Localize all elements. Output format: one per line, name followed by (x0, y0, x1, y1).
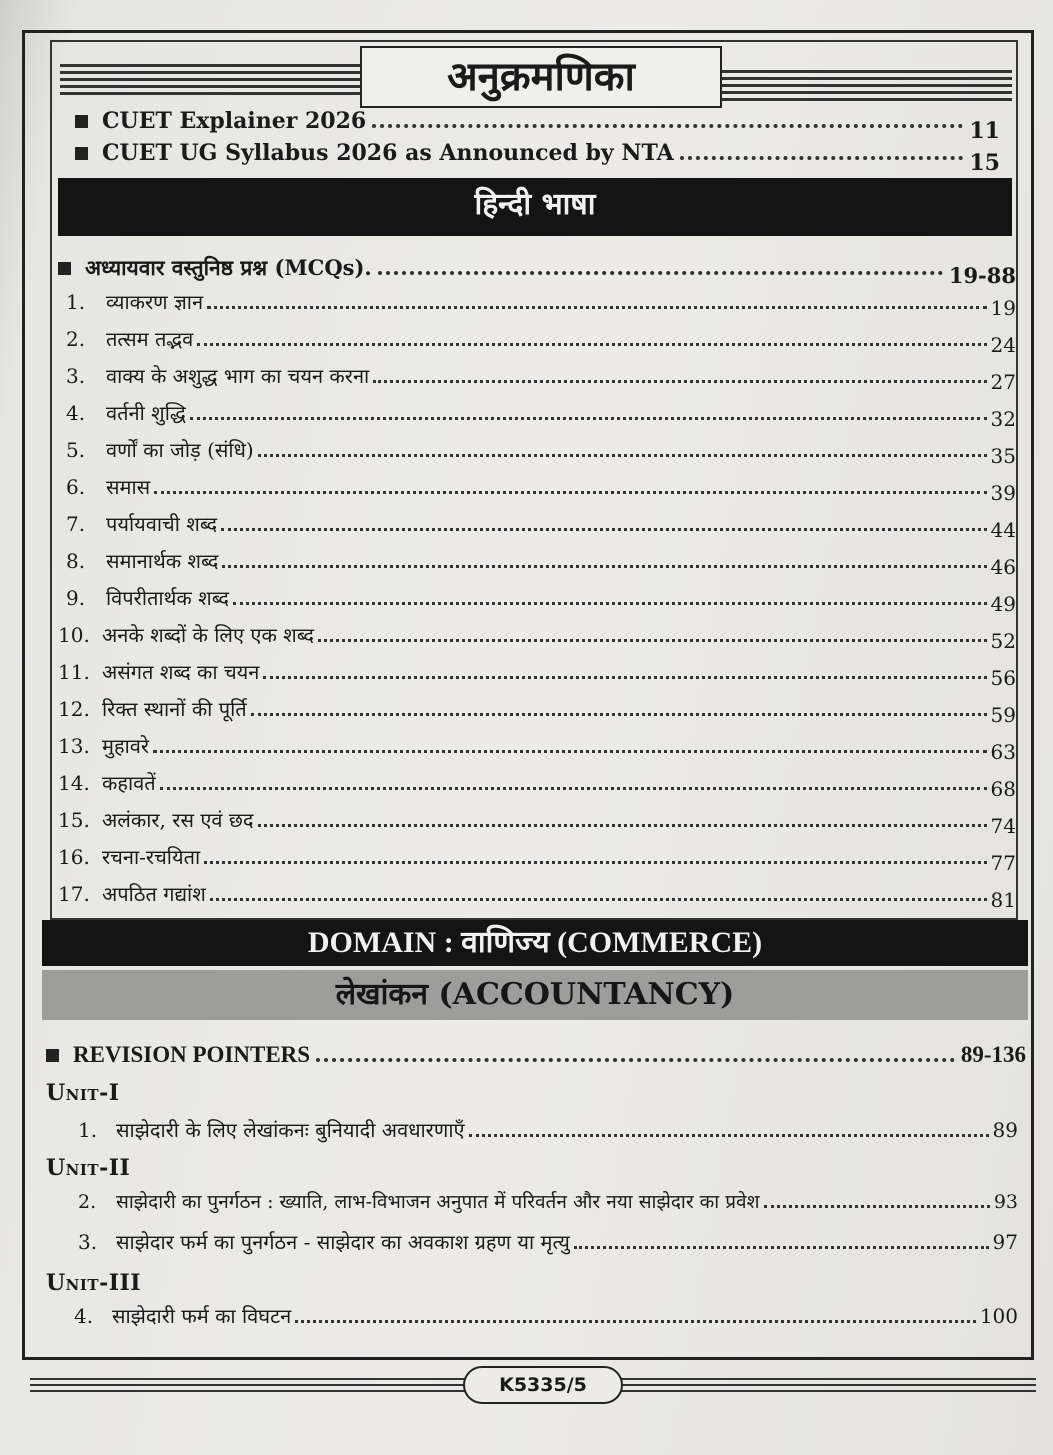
entry-page: 52 (990, 629, 1016, 653)
entry-title: अपठित गद्यांश (102, 882, 206, 906)
entry-title: साझेदारी के लिए लेखांकनः बुनियादी अवधारणाएँ (116, 1118, 465, 1142)
leader-dots (263, 666, 986, 679)
leader-dots (372, 110, 963, 128)
entry-page: 97 (992, 1230, 1018, 1254)
entry-number: 3. (66, 364, 86, 388)
entry-number: 6. (66, 475, 86, 499)
page-title: अनुक्रमणिका (360, 46, 722, 108)
entry-title: विपरीतार्थक शब्द (106, 586, 229, 610)
hindi-toc-entry[interactable] (66, 473, 1016, 505)
domain-heading: DOMAIN : वाणिज्य (COMMERCE) (42, 920, 1028, 966)
bullet-square-icon (75, 147, 88, 160)
entry-page: 68 (990, 777, 1016, 801)
entry-number: 2. (78, 1191, 97, 1213)
mcq-pages: 19-88 (948, 263, 1016, 288)
leader-dots (258, 444, 987, 457)
leader-dots (680, 142, 964, 160)
entry-page: 63 (990, 740, 1016, 764)
leader-dots (295, 1310, 976, 1323)
hindi-toc-entry[interactable] (58, 806, 1016, 838)
hindi-toc-entry[interactable] (58, 658, 1016, 690)
entry-page: 32 (990, 407, 1016, 431)
entry-page: 89 (992, 1118, 1018, 1142)
entry-title: अलंकार, रस एवं छद (102, 808, 254, 832)
unit-heading-3: Unit-III (46, 1270, 142, 1296)
leader-dots (197, 333, 986, 346)
leader-dots (251, 703, 987, 716)
hindi-toc-entry[interactable] (58, 621, 1016, 653)
hindi-toc-entry[interactable] (66, 362, 1016, 394)
entry-page: 56 (990, 666, 1016, 690)
entry-page: 24 (990, 333, 1016, 357)
hindi-toc-entry[interactable] (66, 547, 1016, 579)
entry-title: अनके शब्दों के लिए एक शब्द (102, 623, 315, 647)
entry-number: 15. (58, 808, 90, 832)
entry-title: वर्तनी शुद्धि (106, 401, 186, 425)
entry-number: 4. (66, 401, 86, 425)
bullet-square-icon (58, 262, 71, 275)
toc-entry-cuet-syllabus[interactable] (75, 140, 1000, 176)
hindi-toc-entry[interactable] (66, 584, 1016, 616)
entry-page: 74 (990, 814, 1016, 838)
entry-title: मुहावरे (102, 734, 150, 758)
leader-dots (764, 1195, 990, 1208)
bullet-square-icon (75, 115, 88, 128)
hindi-toc-entry[interactable] (58, 769, 1016, 801)
entry-title: समानार्थक शब्द (106, 549, 219, 573)
entry-number: 5. (66, 438, 86, 462)
entry-page: 49 (990, 592, 1016, 616)
entry-number: 16. (58, 845, 90, 869)
entry-page: 39 (990, 481, 1016, 505)
hindi-toc-entry[interactable] (66, 288, 1016, 320)
hindi-toc-entry[interactable] (58, 843, 1016, 875)
entry-number: 1. (78, 1118, 98, 1142)
entry-number: 1. (66, 290, 86, 314)
mcq-label: अध्यायवार वस्तुनिष्ठ प्रश्न (MCQs). (85, 255, 372, 280)
entry-number: 11. (58, 660, 90, 684)
entry-label: CUET Explainer 2026 (102, 108, 367, 134)
entry-title: तत्सम तद्भव (106, 327, 194, 351)
book-code: K5335/5 (463, 1366, 623, 1404)
revision-pages: 89-136 (960, 1042, 1026, 1067)
bullet-square-icon (46, 1049, 59, 1062)
unit-heading-1: Unit-I (46, 1080, 120, 1106)
entry-title: कहावतें (102, 771, 156, 795)
accountancy-entry-2[interactable] (78, 1188, 1018, 1214)
subject-heading: लेखांकन (ACCOUNTANCY) (42, 970, 1028, 1020)
toc-entry-cuet-explainer[interactable] (75, 108, 1000, 144)
entry-page: 15 (969, 150, 1000, 176)
leader-dots (160, 777, 987, 790)
accountancy-entry-4[interactable] (74, 1302, 1018, 1329)
leader-dots (378, 257, 943, 275)
entry-number: 13. (58, 734, 90, 758)
leader-dots (190, 407, 987, 420)
entry-number: 12. (58, 697, 90, 721)
entry-number: 4. (74, 1304, 94, 1328)
entry-number: 7. (66, 512, 86, 536)
hindi-toc-entry[interactable] (66, 436, 1016, 468)
leader-dots (154, 481, 986, 494)
hindi-mcq-entry[interactable] (58, 254, 1016, 288)
hindi-toc-entry[interactable] (58, 695, 1016, 727)
entry-page: 81 (990, 888, 1016, 912)
footer-rule-left (30, 1378, 466, 1398)
entry-page: 100 (979, 1304, 1018, 1328)
leader-dots (469, 1124, 989, 1137)
entry-page: 59 (990, 703, 1016, 727)
leader-dots (204, 851, 986, 864)
entry-page: 46 (990, 555, 1016, 579)
leader-dots (221, 518, 986, 531)
header-rule-left (60, 64, 360, 104)
entry-title: व्याकरण ज्ञान (106, 290, 204, 314)
leader-dots (207, 296, 986, 309)
accountancy-entry-1[interactable] (78, 1116, 1018, 1143)
entry-page: 93 (993, 1191, 1018, 1213)
hindi-toc-entry[interactable] (58, 880, 1016, 912)
entry-title: रिक्त स्थानों की पूर्ति (102, 697, 247, 721)
leader-dots (258, 814, 987, 827)
leader-dots (153, 740, 986, 753)
entry-label: CUET UG Syllabus 2026 as Announced by NTA (102, 140, 674, 166)
leader-dots (210, 888, 987, 901)
entry-page: 11 (969, 118, 1000, 144)
revision-pointers-entry[interactable] (46, 1042, 1026, 1068)
unit-heading-2: Unit-II (46, 1155, 131, 1181)
entry-title: साझेदारी का पुनर्गठन : ख्याति, लाभ-विभाजन अनुपात में परिवर्तन और नया साझेदार का प्रवेश (116, 1191, 760, 1213)
entry-number: 10. (58, 623, 90, 647)
entry-title: समास (106, 475, 151, 499)
leader-dots (233, 592, 987, 605)
entry-number: 17. (58, 882, 90, 906)
entry-title: साझेदार फर्म का पुनर्गठन - साझेदार का अवकाश ग्रहण या मृत्यु (116, 1230, 570, 1254)
entry-title: वाक्य के अशुद्ध भाग का चयन करना (106, 364, 370, 388)
entry-title: वर्णों का जोड़ (संधि) (106, 438, 254, 462)
entry-page: 19 (990, 296, 1016, 320)
entry-number: 9. (66, 586, 86, 610)
entry-page: 77 (990, 851, 1016, 875)
leader-dots (373, 370, 986, 383)
leader-dots (318, 629, 986, 642)
header-rule-right (722, 70, 1012, 110)
entry-page: 35 (990, 444, 1016, 468)
entry-title: असंगत शब्द का चयन (102, 660, 260, 684)
hindi-toc-entry[interactable] (66, 325, 1016, 357)
accountancy-entry-3[interactable] (78, 1228, 1018, 1255)
leader-dots (222, 555, 986, 568)
entry-title: पर्यायवाची शब्द (106, 512, 218, 536)
entry-page: 27 (990, 370, 1016, 394)
entry-number: 2. (66, 327, 86, 351)
entry-number: 14. (58, 771, 90, 795)
hindi-section-heading: हिन्दी भाषा (58, 178, 1012, 236)
revision-label: REVISION POINTERS (73, 1042, 311, 1067)
hindi-toc-entry[interactable] (66, 399, 1016, 431)
footer-rule-right (620, 1378, 1036, 1398)
entry-number: 8. (66, 549, 86, 573)
hindi-toc-entry[interactable] (66, 510, 1016, 542)
entry-title: साझेदारी फर्म का विघटन (112, 1304, 292, 1328)
entry-page: 44 (990, 518, 1016, 542)
leader-dots (574, 1236, 989, 1249)
hindi-toc-entry[interactable] (58, 732, 1016, 764)
leader-dots (316, 1044, 955, 1062)
entry-title: रचना-रचयिता (102, 845, 201, 869)
entry-number: 3. (78, 1230, 98, 1254)
